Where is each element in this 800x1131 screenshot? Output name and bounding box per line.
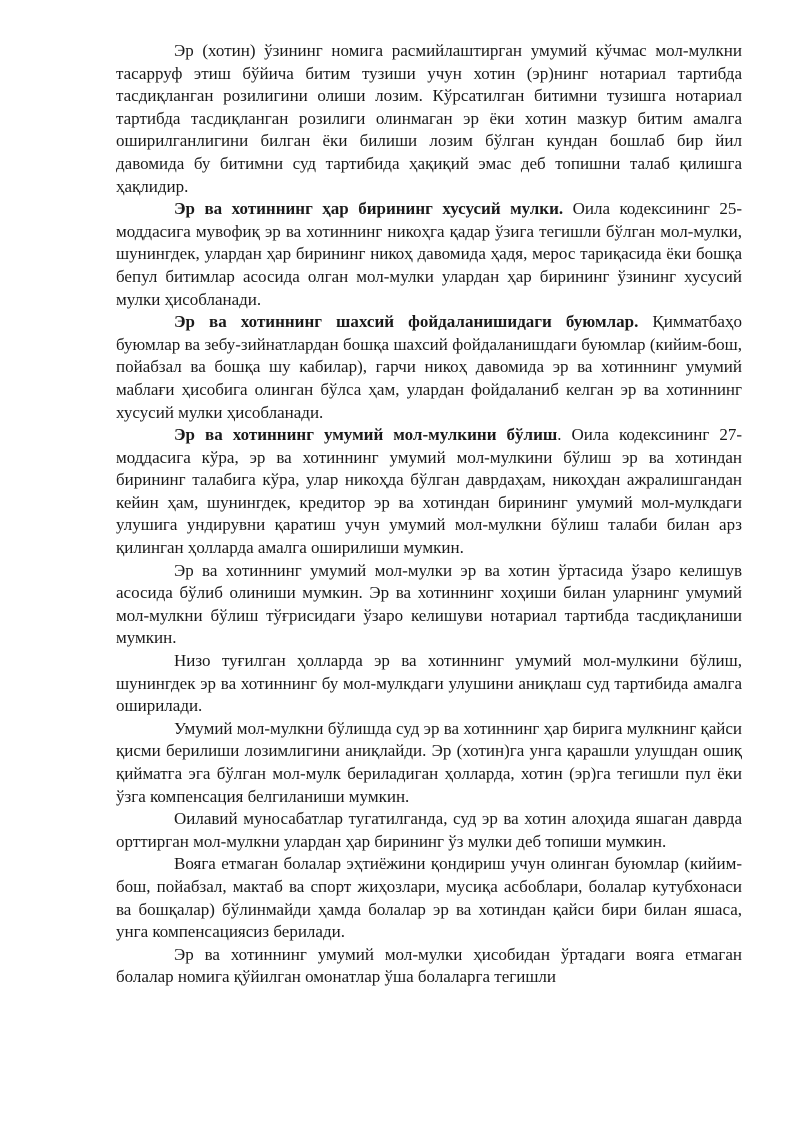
paragraph-text: Оилавий муносабатлар тугатилганда, суд эр ва хотин алоҳида яшаган даврда орттирган мол-мулкни улардан ҳар бирининг ўз мулки деб топиши мумкин. xyxy=(116,809,742,851)
paragraph-separate-living xyxy=(116,808,742,853)
document-body xyxy=(116,40,742,989)
paragraph-text: Эр ва хотиннинг умумий мол-мулки ҳисобидан ўртадаги вояга етмаган болалар номига қўйилган омонатлар ўша болаларга тегишли xyxy=(116,944,742,987)
paragraph-text: Қимматбаҳо буюмлар ва зебу-зийнатлардан бошқа шахсий фойдаланишдаги буюмлар (кийим-бош, пойабзал ва бошқа шу кабилар), гарчи никоҳ давомида эр ва хотиннинг умумий маблағи ҳисобига олинган бўлса ҳам, улардан фойдаланиб келган эр ва хотиннинг хусусий мулки ҳисобланади. xyxy=(116,312,742,422)
paragraph-private-property xyxy=(116,198,742,311)
paragraph-text: Эр (хотин) ўзининг номига расмийлаштирган умумий кўчмас мол-мулкни тасарруф этиш бўйича битим тузиши учун хотин (эр)нинг нотариал тартибда тасдиқланган розилигини олиши лозим. Кўрсатилган битимни тузишга нотариал тартибда тасдиқланган розилиги олинмаган эр ёки хотин мазкур битим амалга оширилганлигини билган ёки билиши лозим бўлган кундан бошлаб бир йил давомида бу битимни суд тартибида ҳақиқий эмас деб топишни талаб қилишга ҳақлидир. xyxy=(116,41,742,196)
paragraph-text: Низо туғилган ҳолларда эр ва хотиннинг умумий мол-мулкини бўлиш, шунингдек эр ва хотиннинг бу мол-мулкдаги улушини аниқлаш суд тартибида амалга оширилади. xyxy=(116,651,742,716)
paragraph-mutual-agreement xyxy=(116,560,742,650)
paragraph-court-division xyxy=(116,650,742,718)
paragraph-text: . Оила кодексининг 27-моддасига кўра, эр ва хотиннинг умумий мол-мулкини бўлиш эр ва хотиндан бирининг талабига кўра, улар никоҳда бўлган даврдаҳам, никоҳдан ажралишгандан кейин ҳам, шунингдек, кредитор эр ва хотиндан бирининг умумий мол-мулкдаги улушига ундирувни қаратиш учун умумий мол-мулкни бўлиш талаби билан арз қилинган ҳолларда амалга оширилиши мумкин. xyxy=(116,425,742,558)
paragraph-text: Умумий мол-мулкни бўлишда суд эр ва хотиннинг ҳар бирига мулкнинг қайси қисми берилиши лозимлигини аниқлайди. Эр (хотин)га унга қарашли улушдан ошиқ қийматга эга бўлган мол-мулк бериладиган ҳолларда, хотин (эр)га тегишли пул ёки ўзга компенсация белгиланиши мумкин. xyxy=(116,718,742,806)
paragraph-children-items xyxy=(116,853,742,943)
paragraph-heading: Эр ва хотиннинг шахсий фойдаланишидаги буюмлар. xyxy=(174,312,639,332)
paragraph-personal-use-items xyxy=(116,311,742,424)
paragraph-text: Вояга етмаган болалар эҳтиёжини қондириш учун олинган буюмлар (кийим-бош, пойабзал, мактаб ва спорт жиҳозлари, мусиқа асбоблари, болалар кутубхонаси ва бошқалар) бўлинмайди ҳамда болалар эр ва хотиндан қайси бири билан яшаса, унга компенсациясиз берилади. xyxy=(116,854,742,942)
paragraph-heading: Эр ва хотиннинг ҳар бирининг хусусий мулки. xyxy=(174,199,564,219)
paragraph-heading: Эр ва хотиннинг умумий мол-мулкини бўлиш xyxy=(174,425,558,445)
paragraph-division-of-property xyxy=(116,424,742,560)
paragraph-text: Оила кодексининг 25-моддасига мувофиқ эр ва хотиннинг никоҳга қадар ўзига тегишли бўлган мол-мулки, шунингдек, улардан ҳар бирининг никоҳ давомида ҳадя, мерос тариқасида ёки бошқа бепул битимлар асосида олган мол-мулки улардан ҳар бирининг ўзининг хусусий мулки ҳисобланади. xyxy=(116,199,742,309)
paragraph-court-shares xyxy=(116,718,742,808)
paragraph-joint-real-estate-consent xyxy=(116,40,742,198)
paragraph-text: Эр ва хотиннинг умумий мол-мулки эр ва хотин ўртасида ўзаро келишув асосида бўлиб олиниши мумкин. Эр ва хотиннинг хоҳиши билан уларнинг умумий мол-мулкни бўлиш тўғрисидаги ўзаро келишуви нотариал тартибда тасдиқланиши мумкин. xyxy=(116,560,742,648)
paragraph-children-deposits xyxy=(116,944,742,989)
